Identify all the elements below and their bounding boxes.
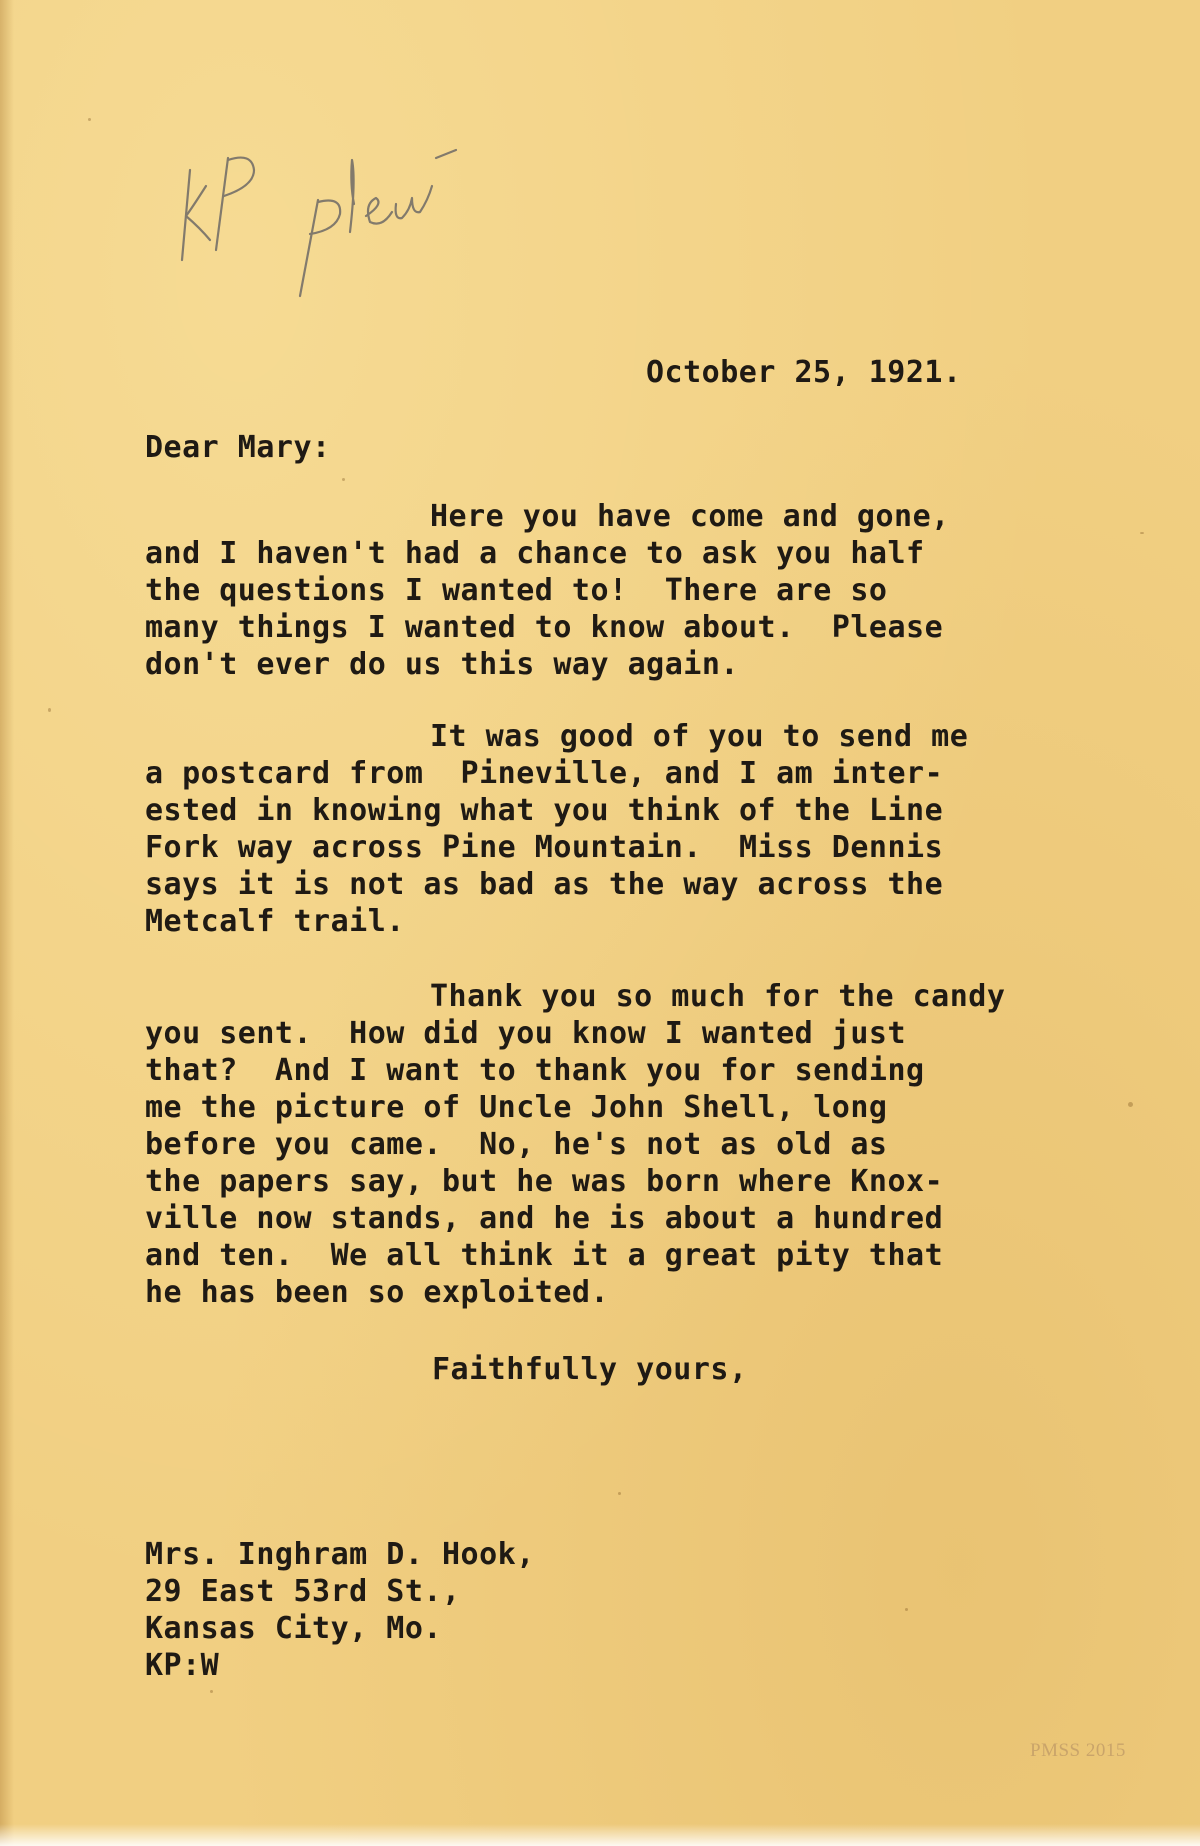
paragraph-line: ested in knowing what you think of the Line (145, 793, 944, 828)
paragraph-line: before you came. No, he's not as old as (145, 1127, 888, 1162)
paragraph-line: don't ever do us this way again. (145, 647, 739, 682)
archive-stamp: PMSS 2015 (1030, 1740, 1126, 1761)
paper-shadow-edge (0, 0, 14, 1846)
paragraph-line: Here you have come and gone, (430, 499, 950, 534)
paper-fleck (48, 708, 51, 712)
paragraph-line: a postcard from Pineville, and I am inter- (145, 756, 944, 791)
paragraph-line: Fork way across Pine Mountain. Miss Dennis (145, 830, 944, 865)
letter-closing: Faithfully yours, (432, 1352, 748, 1387)
paragraph-line: and I haven't had a chance to ask you half (145, 536, 925, 571)
address-line: Kansas City, Mo. (145, 1611, 442, 1646)
paragraph-line: Metcalf trail. (145, 904, 405, 939)
paragraph-line: me the picture of Uncle John Shell, long (145, 1090, 888, 1125)
paragraph-line: ville now stands, and he is about a hundred (145, 1201, 944, 1236)
paper-fleck (342, 478, 345, 481)
typist-initials: KP:W (145, 1648, 220, 1683)
paper-fleck (618, 1492, 621, 1495)
paragraph-line: the papers say, but he was born where Knox- (145, 1164, 944, 1199)
letter-salutation: Dear Mary: (145, 430, 331, 465)
letter-paragraph-3 (145, 978, 1005, 1311)
recipient-address (145, 1536, 535, 1684)
letter-date: October 25, 1921. (646, 355, 962, 390)
paragraph-line: the questions I wanted to! There are so (145, 573, 888, 608)
paragraph-line: many things I wanted to know about. Please (145, 610, 944, 645)
paper-torn-edge (0, 1824, 1200, 1846)
address-line: Mrs. Inghram D. Hook, (145, 1537, 535, 1572)
paper-fleck (210, 1690, 213, 1693)
paragraph-line: you sent. How did you know I wanted just (145, 1016, 907, 1051)
paragraph-line: Thank you so much for the candy (430, 979, 1006, 1014)
paragraph-line: that? And I want to thank you for sending (145, 1053, 925, 1088)
letter-paragraph-1 (145, 498, 950, 683)
paper-fleck (1128, 1102, 1133, 1107)
address-line: 29 East 53rd St., (145, 1574, 461, 1609)
letter-paragraph-2 (145, 718, 968, 940)
paper-fleck (1140, 532, 1144, 534)
paragraph-line: It was good of you to send me (430, 719, 969, 754)
paragraph-line: he has been so exploited. (145, 1275, 610, 1310)
paragraph-line: and ten. We all think it a great pity that (145, 1238, 944, 1273)
handwritten-annotation (170, 100, 470, 320)
paper-fleck (905, 1608, 908, 1611)
paragraph-line: says it is not as bad as the way across the (145, 867, 944, 902)
paper-fleck (88, 118, 91, 121)
